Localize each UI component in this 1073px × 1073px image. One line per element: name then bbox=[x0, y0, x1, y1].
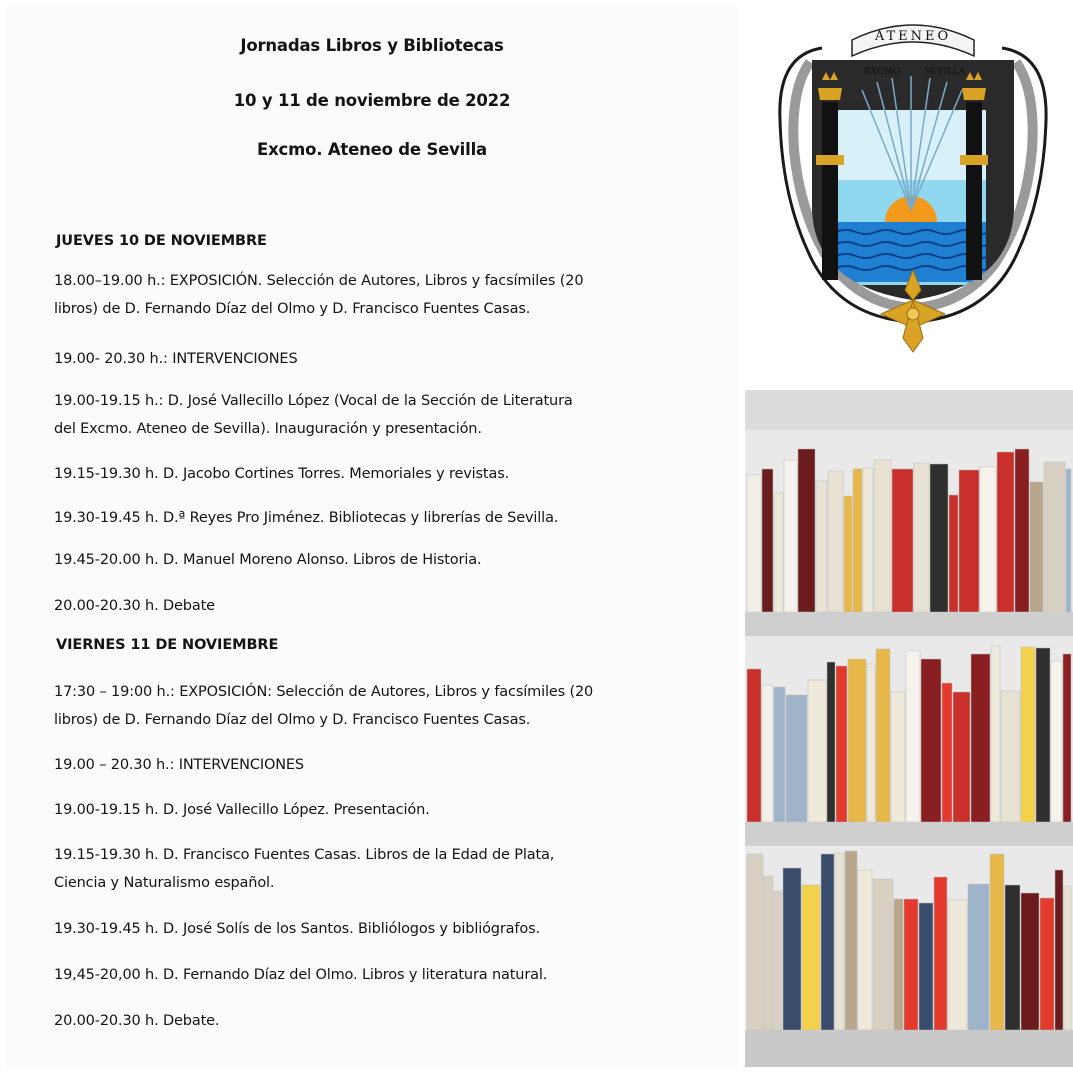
book-spine bbox=[914, 463, 929, 612]
book-spine bbox=[816, 481, 827, 612]
day2-item: 19,45-20,00 h. D. Fernando Díaz del Olmo. Libros y literatura natural. bbox=[54, 967, 548, 983]
book-spine bbox=[867, 664, 875, 822]
book-spine bbox=[942, 683, 952, 822]
event-dates: 10 y 11 de noviembre de 2022 bbox=[233, 91, 511, 110]
day1-item: 20.00-20.30 h. Debate bbox=[54, 598, 215, 614]
book-spine bbox=[873, 879, 893, 1030]
book-spine bbox=[1001, 691, 1020, 822]
logo-banner-right: SEVILLA bbox=[924, 67, 966, 77]
book-spine bbox=[953, 692, 970, 822]
book-spine bbox=[1044, 462, 1065, 612]
book-spine bbox=[921, 659, 941, 822]
book-spine bbox=[1051, 661, 1062, 822]
book-spine bbox=[821, 854, 834, 1030]
book-spine bbox=[949, 495, 958, 612]
book-spine bbox=[1005, 885, 1020, 1030]
book-spine bbox=[968, 884, 989, 1030]
day2-item: 17:30 – 19:00 h.: EXPOSICIÓN: Selección de Autores, Libros y facsímiles (20 libros) de D. Fernando Díaz del Olmo y D. Francisco Fuentes Casas. bbox=[54, 684, 594, 728]
book-spine bbox=[798, 449, 815, 612]
book-spine bbox=[930, 464, 948, 612]
book-spine bbox=[774, 687, 785, 822]
book-spine bbox=[934, 877, 947, 1030]
book-spine bbox=[1066, 469, 1071, 612]
book-spine bbox=[848, 659, 866, 822]
day1-item: 19.00- 20.30 h.: INTERVENCIONES bbox=[54, 351, 298, 367]
book-spine bbox=[1064, 886, 1071, 1030]
day2-item: 19.00 – 20.30 h.: INTERVENCIONES bbox=[54, 757, 304, 773]
book-spine bbox=[919, 903, 933, 1030]
book-spine bbox=[891, 692, 905, 822]
book-spine bbox=[904, 899, 918, 1030]
book-spine bbox=[1021, 893, 1039, 1030]
book-spine bbox=[1015, 449, 1029, 612]
bookshelf-photo bbox=[745, 390, 1073, 1067]
book-spine bbox=[774, 493, 783, 612]
ateneo-crest-icon bbox=[752, 0, 1073, 388]
book-spine bbox=[990, 854, 1004, 1030]
day2-item: 19.30-19.45 h. D. José Solís de los Santos. Bibliólogos y bibliógrafos. bbox=[54, 921, 540, 937]
book-spine bbox=[997, 452, 1014, 612]
book-spine bbox=[845, 851, 857, 1030]
book-spine bbox=[980, 467, 996, 612]
book-spine bbox=[747, 669, 761, 822]
book-spine bbox=[774, 891, 782, 1030]
book-spine bbox=[802, 885, 820, 1030]
day1-item: 19.15-19.30 h. D. Jacobo Cortines Torres. Memoriales y revistas. bbox=[54, 466, 510, 482]
book-spine bbox=[1040, 898, 1054, 1030]
day1-item: 19.00-19.15 h.: D. José Vallecillo López (Vocal de la Sección de Literatura del Excmo. Ateneo de Sevilla). Inauguración y presentación. bbox=[54, 393, 573, 437]
day1-item: 19.30-19.45 h. D.ª Reyes Pro Jiménez. Bibliotecas y librerías de Sevilla. bbox=[54, 510, 559, 526]
day2-heading: VIERNES 11 DE NOVIEMBRE bbox=[56, 637, 279, 653]
event-title: Jornadas Libros y Bibliotecas bbox=[240, 36, 504, 55]
day2-item: 19.00-19.15 h. D. José Vallecillo López. Presentación. bbox=[54, 802, 430, 818]
book-spine bbox=[858, 870, 872, 1030]
book-spine bbox=[894, 899, 903, 1030]
day1-heading: JUEVES 10 DE NOVIEMBRE bbox=[56, 233, 267, 249]
book-spine bbox=[874, 460, 891, 612]
book-spine bbox=[836, 666, 847, 822]
book-spine bbox=[906, 651, 920, 822]
book-spine bbox=[948, 900, 967, 1030]
book-spine bbox=[1055, 870, 1063, 1030]
book-spine bbox=[1030, 482, 1043, 612]
book-spine bbox=[808, 680, 826, 822]
book-spine bbox=[1063, 654, 1071, 822]
book-spine bbox=[971, 654, 990, 822]
ateneo-logo bbox=[752, 0, 1073, 388]
book-spine bbox=[762, 469, 773, 612]
book-spine bbox=[783, 868, 801, 1030]
day1-item: 19.45-20.00 h. D. Manuel Moreno Alonso. Libros de Historia. bbox=[54, 552, 482, 568]
book-spine bbox=[747, 475, 761, 612]
book-spine bbox=[844, 496, 852, 612]
day2-item: 20.00-20.30 h. Debate. bbox=[54, 1013, 220, 1029]
book-spine bbox=[1021, 647, 1035, 822]
book-spine bbox=[1036, 648, 1050, 822]
book-spine bbox=[863, 468, 873, 612]
program-document bbox=[6, 6, 738, 1068]
day1-item: 18.00–19.00 h.: EXPOSICIÓN. Selección de Autores, Libros y facsímiles (20 libros) de D. Fernando Díaz del Olmo y D. Francisco Fuentes Casas. bbox=[54, 273, 584, 317]
event-venue: Excmo. Ateneo de Sevilla bbox=[257, 140, 487, 159]
logo-banner-top: ATENEO bbox=[874, 29, 952, 44]
book-spine bbox=[747, 854, 763, 1030]
book-spine bbox=[827, 662, 835, 822]
book-spine bbox=[762, 685, 773, 822]
book-spine bbox=[876, 649, 890, 822]
book-spine bbox=[786, 695, 807, 822]
book-spine bbox=[853, 469, 862, 612]
day2-item: 19.15-19.30 h. D. Francisco Fuentes Casas. Libros de la Edad de Plata, Ciencia y Naturalismo español. bbox=[54, 847, 555, 891]
book-spine bbox=[835, 853, 844, 1030]
book-spine bbox=[764, 876, 773, 1030]
bookshelf-image-icon bbox=[745, 390, 1073, 1067]
book-spine bbox=[959, 470, 979, 612]
book-spine bbox=[892, 469, 913, 612]
book-spine bbox=[784, 460, 797, 612]
logo-banner-left: EXCMO bbox=[864, 67, 901, 77]
book-spine bbox=[991, 646, 1000, 822]
book-spine bbox=[828, 471, 843, 612]
